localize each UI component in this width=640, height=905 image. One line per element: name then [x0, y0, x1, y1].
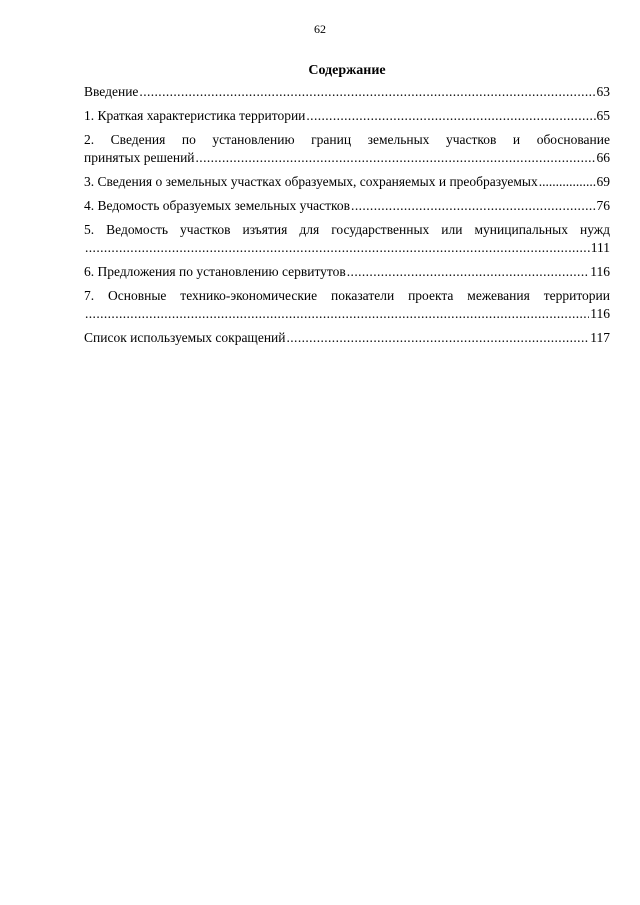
- toc-list: [84, 83, 610, 347]
- toc-entry-text: 3. Сведения о земельных участках образуемых, сохраняемых и преобразуемых: [84, 174, 538, 189]
- toc-entry-page: 76: [596, 198, 610, 213]
- toc-entry-section-2[interactable]: [84, 131, 610, 167]
- toc-title: Содержание: [308, 63, 386, 78]
- toc-entry-introduction[interactable]: [84, 83, 610, 101]
- toc-entry-page: 66: [596, 150, 610, 165]
- toc-entry-section-6[interactable]: [84, 263, 610, 281]
- toc-entry-text: Список используемых сокращений: [84, 330, 286, 345]
- dot-leader: [287, 329, 590, 347]
- toc-entry-page: 116: [590, 306, 610, 321]
- toc-entry-page: 111: [590, 240, 610, 255]
- toc-entry-text: Введение: [84, 84, 139, 99]
- dot-leader: [351, 197, 595, 215]
- toc-entry-section-4[interactable]: [84, 197, 610, 215]
- toc-entry-page: 117: [590, 330, 610, 345]
- dot-leader: [347, 263, 589, 281]
- toc-entry-page: 65: [596, 108, 610, 123]
- toc-entry-page: 63: [596, 84, 610, 99]
- toc-entry-page: 69: [596, 174, 610, 189]
- dot-leader: [196, 149, 596, 167]
- dot-leader: [306, 107, 595, 125]
- toc-entry-text: 1. Краткая характеристика территории: [84, 108, 306, 123]
- toc-entry-section-5[interactable]: [84, 221, 610, 257]
- table-of-contents: [84, 63, 610, 353]
- toc-entry-section-7[interactable]: [84, 287, 610, 323]
- toc-entry-section-3[interactable]: [84, 173, 610, 191]
- dot-leader: [539, 173, 596, 191]
- toc-entry-text-line1: 2. Сведения по установлению границ земельных участков и обоснование: [84, 132, 610, 147]
- toc-entry-text-line2: принятых решений: [84, 150, 195, 165]
- toc-entry-page: 116: [590, 264, 610, 279]
- dot-leader: [85, 239, 590, 257]
- toc-entry-text-line1: 5. Ведомость участков изъятия для государственных или муниципальных нужд: [84, 222, 610, 237]
- toc-entry-text-line1: 7. Основные технико-экономические показатели проекта межевания территории: [84, 288, 610, 303]
- page-number: 62: [314, 22, 326, 36]
- toc-entry-text: 6. Предложения по установлению сервитутов: [84, 264, 346, 279]
- dot-leader: [139, 83, 595, 101]
- dot-leader: [85, 305, 589, 323]
- toc-entry-section-1[interactable]: [84, 107, 610, 125]
- toc-entry-text: 4. Ведомость образуемых земельных участков: [84, 198, 351, 213]
- toc-entry-abbreviations[interactable]: [84, 329, 610, 347]
